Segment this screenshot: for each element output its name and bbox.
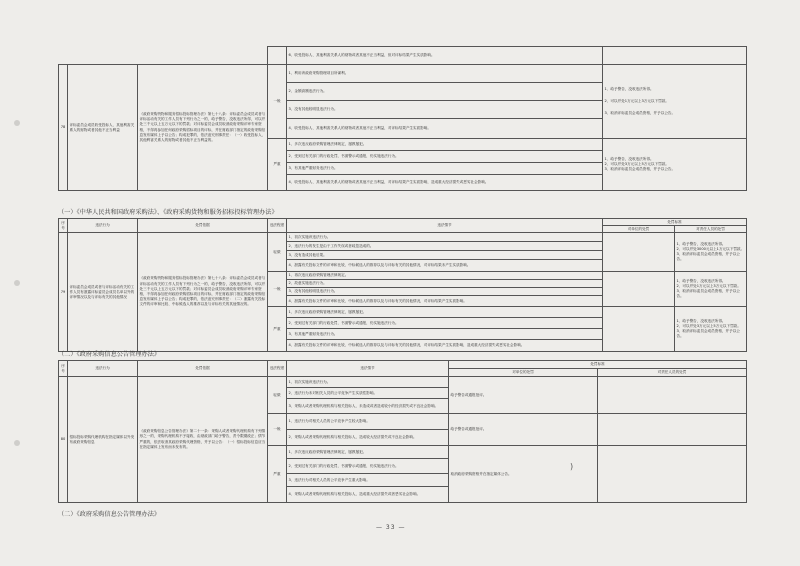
legal-basis: 《政府采购信息公告管理办法》第二十一条：采购人或者采购代理机构有下列情形之一的，采购代理机构不予接收，由财政部门给予警告，责令限期改正；情节严重的，依法取消其政府采购代理资格，并予以公告：（一）招标投标信息应当在指定媒体上发布而未发布的。 <box>138 377 268 503</box>
fact-cell: 4、泄露有关投标文件的评审和比较、中标候选人的推荐以及与评标有关的其他情况，对评标结果产生实质影响，造成重大经济损失或恶劣社会影响。 <box>287 340 603 352</box>
legal-basis: 《政府采购货物和服务招标投标管理办法》第七十八条：评标委员会成员或者与评标活动有关的工作人员有下列行为之一的，给予警告，没收违法所得，可以并处三千元以上五万元以下的罚款；对评标委员会成员取消政府采购评审专家资格，不得再参加任何政府采购招标项目的评标，并在财政部门指定的政府采购信息发布媒体上予以公告；构成犯罪的，依法追究刑事责任：（二）泄露有关投标文件的评审和比较、中标候选人的推荐以及与评标有关的其他情况的。 <box>138 233 268 352</box>
fact-cell: 4、泄露有关投标文件的评审和比较、中标候选人的推荐以及与评标有关的其他情况，对评标结果产生实质影响。 <box>287 296 603 307</box>
handwritten-mark: ) <box>570 462 574 471</box>
header-basis: 处罚依据 <box>138 219 268 233</box>
violation-behavior: 招标投标采购代理机构在指定媒体以外发布政府采购信息 <box>68 377 138 503</box>
violation-behavior: 评标委员会成员或者与评标活动有关的工作人员有泄露评标委员会成员名单以外的评审情况以及与评标有关的其他情况 <box>68 233 138 352</box>
violation-behavior: 评标委员会成员收受投标人、其他利害关系人的财物或者其他不正当利益 <box>68 65 138 191</box>
fact-cell: 3、有其他严重财务违法行为。 <box>287 163 603 175</box>
fact-cell: 2、违法行为的发生是由于工作失误或者疏忽造成的。 <box>287 242 603 251</box>
header-facts: 违法情节 <box>287 219 603 233</box>
fact-cell: 2、金额高额违法行为。 <box>287 83 603 101</box>
header-person: 对责任人员的处罚 <box>598 369 747 377</box>
header-level: 违法程度 <box>268 361 287 377</box>
fact-cell: 2、受到过有关部门的行政处罚，书面警示或通报，仍实施违法行为。 <box>287 318 603 329</box>
severity-level: 轻微 <box>268 377 287 414</box>
fact-cell: 3、没有造成其他后果。 <box>287 251 603 260</box>
fact-cell: 1、初次实施该违法行为。 <box>287 377 449 388</box>
fact-cell: 4、泄露有关投标文件的评审和比较、中标候选人的推荐以及与评标有关的其他情况，对评标结果未产生实质影响。 <box>287 260 603 272</box>
severity-level: 严重 <box>268 446 287 503</box>
fact-cell: 1、初次实施该违法行为。 <box>287 233 603 242</box>
punch-hole <box>14 280 20 286</box>
punch-hole <box>14 120 20 126</box>
penalty-cell: 1、给予警告，没收违法所得。 2、可以并处3万元以上5万元以下罚款。 3、取消评标委员会成员资格，并予以公告。 <box>603 139 747 191</box>
penalty-cell: 1、给予警告，没收违法所得。 2、可以并处1万元以上3万元以下罚款。 3、取消评标委员会成员资格，并予以公告。 <box>603 65 747 139</box>
severity-level: 严重 <box>268 139 287 191</box>
fact-cell: 1、违法行为对相关人员的公平竞争产生较大影响。 <box>287 414 449 430</box>
legal-basis: 《政府采购货物和服务招标投标管理办法》第七十八条：评标委员会成员或者与评标活动有关的工作人员有下列行为之一的，给予警告，没收违法所得，可以并处三千元以上五万元以下的罚款；对评标委员会成员取消政府采购评审专家资格，不得再参加任何政府采购招标项目的评标，并在财政部门指定的政府采购信息发布媒体上予以公告；构成犯罪的，依法追究刑事责任：（一）收受投标人、其他利害关系人的财物或者其他不正当利益的。 <box>138 65 268 191</box>
fact-cell: 1、利用该政府采购管理项目所谋利。 <box>287 65 603 83</box>
severity-level: 一般 <box>268 414 287 446</box>
person-penalty-cell: 1、给予警告，没收违法所得。 2、可以并处3万元以上5万元以下罚款。 3、取消评标委员会成员资格，并予以公告。 <box>675 307 747 352</box>
unit-penalty-cell <box>603 272 675 307</box>
page-number: — 33 — <box>376 524 406 531</box>
fact-cell: 3、有其他严重财务违法行为。 <box>287 329 603 340</box>
fact-cell: 2、受到过有关部门的行政处罚，书面警示或通报，仍实施违法行为。 <box>287 459 449 474</box>
fact-cell: 3、没有其他较明显违法行为。 <box>287 101 603 119</box>
unit-penalty-cell: 给予警告或通报批评。 <box>449 377 598 414</box>
row-number: 79 <box>59 233 68 352</box>
unit-penalty-cell: 给予警告或通报批评。 <box>449 414 598 446</box>
fact-cell: 6、收受投标人、其他利害关系人的财物或者其他不正当利益，但对评标结果产生实质影响。 <box>287 47 603 65</box>
fact-cell: 2、故意实施违法行为。 <box>287 280 603 288</box>
fact-cell: 1、多次违反政府采购管理法律规定，屡教屡犯。 <box>287 446 449 459</box>
header-person: 对责任人员的处罚 <box>675 226 747 233</box>
person-penalty-cell <box>598 446 747 503</box>
header-behavior: 违法行为 <box>68 219 138 233</box>
section-title-repeat: （二）《政府采购信息公告管理办法》 <box>58 511 161 518</box>
fact-cell: 4、采购人或者采购代理机构与相关投标人，造成重大经济损失或者恶劣社会影响。 <box>287 487 449 503</box>
header-unit: 对单位的处罚 <box>449 369 598 377</box>
person-penalty-cell <box>598 414 747 446</box>
unit-penalty-cell <box>603 233 675 272</box>
severity-level: 轻微 <box>268 233 287 272</box>
severity-level: 一般 <box>268 65 287 139</box>
penalty-table-78 <box>58 46 747 191</box>
row-number: 78 <box>59 65 68 191</box>
header-behavior: 违法行为 <box>68 361 138 377</box>
penalty-table-80 <box>58 360 747 503</box>
severity-level: 严重 <box>268 307 287 352</box>
header-standard: 处罚标准 <box>603 219 747 226</box>
header-basis: 处罚依据 <box>138 361 268 377</box>
person-penalty-cell: 1、给予警告，没收违法所得。 2、可以并处3000元以上1万元以下罚款。 3、取消评标委员会成员资格，并予以公告。 <box>675 233 747 272</box>
section-title: （二）《政府采购信息公告管理办法》 <box>58 351 161 358</box>
row-number: 80 <box>59 377 68 503</box>
fact-cell: 3、违法行为对相关人员的公平竞争产生重大影响。 <box>287 474 449 487</box>
fact-cell: 2、受到过有关部门的行政处罚，书面警示或通报，仍实施违法行为。 <box>287 151 603 163</box>
header-no: 序号 <box>59 219 68 233</box>
punch-hole <box>14 440 20 446</box>
header-unit: 对单位的处罚 <box>603 226 675 233</box>
header-no: 序号 <box>59 361 68 377</box>
header-level: 违法程度 <box>268 219 287 233</box>
header-standard: 处罚标准 <box>449 361 747 369</box>
fact-cell: 1、多次违反政府采购管理法律规定，屡教屡犯。 <box>287 139 603 151</box>
unit-penalty-cell <box>603 307 675 352</box>
fact-cell: 4、收受投标人、其他利害关系人的财物或者其他不正当利益，对评标结果产生实质影响。 <box>287 119 603 139</box>
person-penalty-cell: 1、给予警告，没收违法所得。 2、可以并处1万元以上3万元以下罚款。 3、取消评标委员会成员资格，并予以公告。 <box>675 272 747 307</box>
severity-level: 一般 <box>268 272 287 307</box>
fact-cell: 3、没有其他较明显违法行为。 <box>287 288 603 296</box>
person-penalty-cell <box>598 377 747 414</box>
fact-cell: 1、再次违反政府采购管理法律规定。 <box>287 272 603 280</box>
fact-cell: 2、采购人或者采购代理机构与相关投标人，造成较大经济损失或不良社会影响。 <box>287 430 449 446</box>
unit-penalty-cell: 取消政府采购资格并在指定媒体公告。 <box>449 446 598 503</box>
fact-cell: 3、采购人或者采购代理机构与相关投标人，未造成或者造成较小的经济损失或不良社会影响。 <box>287 399 449 414</box>
fact-cell: 4、收受投标人、其他利害关系人的财物或者其他不正当利益，对评标结果产生实质影响，造成重大经济损失或恶劣社会影响。 <box>287 175 603 191</box>
header-facts: 违法情节 <box>287 361 449 377</box>
fact-cell: 2、违法行为未对相关人员的公平竞争产生实质性影响。 <box>287 388 449 399</box>
section-title: （一）《中华人民共和国政府采购法》、《政府采购货物和服务招标投标管理办法》 <box>58 209 278 216</box>
fact-cell: 1、多次违反政府采购管理法律规定，屡教屡犯。 <box>287 307 603 318</box>
penalty-table-79 <box>58 218 747 352</box>
